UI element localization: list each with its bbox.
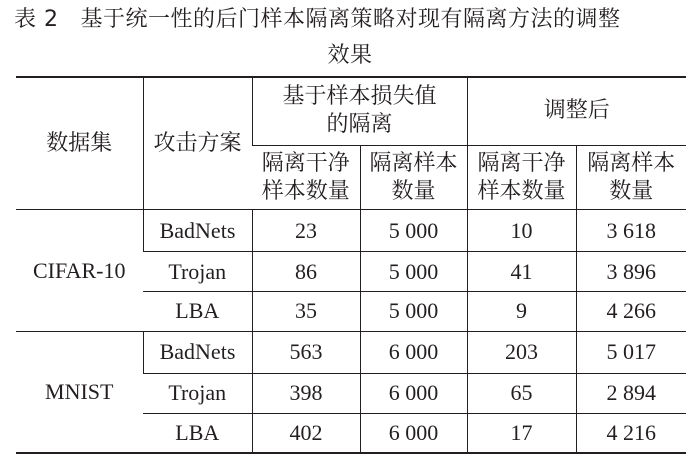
attack-cell: LBA bbox=[143, 292, 252, 332]
loss-samples-cell: 6 000 bbox=[360, 413, 467, 453]
attack-cell: Trojan bbox=[143, 252, 252, 292]
adj-samples-cell: 3 896 bbox=[576, 252, 686, 292]
loss-clean-cell: 35 bbox=[252, 292, 360, 332]
adj-samples-cell: 4 266 bbox=[576, 292, 686, 332]
loss-clean-cell: 23 bbox=[252, 210, 360, 252]
adj-clean-cell: 9 bbox=[467, 292, 576, 332]
header-group-loss: 基于样本损失值的隔离 bbox=[252, 77, 467, 145]
loss-clean-cell: 402 bbox=[252, 413, 360, 453]
table-caption bbox=[14, 2, 700, 33]
table-title: 基于统一性的后门样本隔离策略对现有隔离方法的调整 bbox=[80, 7, 621, 32]
adj-clean-cell: 41 bbox=[467, 252, 576, 292]
loss-samples-cell: 5 000 bbox=[360, 292, 467, 332]
adj-samples-cell: 5 017 bbox=[576, 331, 686, 373]
dataset-cell: MNIST bbox=[16, 331, 143, 453]
header-adj-sample-count: 隔离样本数量 bbox=[576, 145, 686, 209]
loss-clean-cell: 398 bbox=[252, 373, 360, 413]
dataset-cell: CIFAR-10 bbox=[16, 210, 143, 332]
table-caption-continued: 效果 bbox=[327, 43, 373, 68]
header-loss-sample-count: 隔离样本数量 bbox=[360, 145, 467, 209]
header-attack: 攻击方案 bbox=[143, 77, 252, 210]
header-group-adjusted: 调整后 bbox=[467, 77, 686, 145]
loss-samples-cell: 6 000 bbox=[360, 373, 467, 413]
header-dataset: 数据集 bbox=[16, 77, 143, 210]
header-loss-clean-count: 隔离干净样本数量 bbox=[252, 145, 360, 209]
loss-samples-cell: 5 000 bbox=[360, 252, 467, 292]
adj-clean-cell: 203 bbox=[467, 331, 576, 373]
header-adj-clean-count: 隔离干净样本数量 bbox=[467, 145, 576, 209]
loss-samples-cell: 5 000 bbox=[360, 210, 467, 252]
loss-clean-cell: 563 bbox=[252, 331, 360, 373]
adj-clean-cell: 10 bbox=[467, 210, 576, 252]
adj-samples-cell: 4 216 bbox=[576, 413, 686, 453]
table-row bbox=[16, 210, 686, 252]
loss-samples-cell: 6 000 bbox=[360, 331, 467, 373]
attack-cell: BadNets bbox=[143, 331, 252, 373]
adj-samples-cell: 3 618 bbox=[576, 210, 686, 252]
attack-cell: BadNets bbox=[143, 210, 252, 252]
adj-samples-cell: 2 894 bbox=[576, 373, 686, 413]
table-number: 表 2 bbox=[14, 7, 59, 32]
results-table bbox=[16, 76, 686, 454]
adj-clean-cell: 17 bbox=[467, 413, 576, 453]
adj-clean-cell: 65 bbox=[467, 373, 576, 413]
attack-cell: Trojan bbox=[143, 373, 252, 413]
table-row bbox=[16, 331, 686, 373]
attack-cell: LBA bbox=[143, 413, 252, 453]
loss-clean-cell: 86 bbox=[252, 252, 360, 292]
